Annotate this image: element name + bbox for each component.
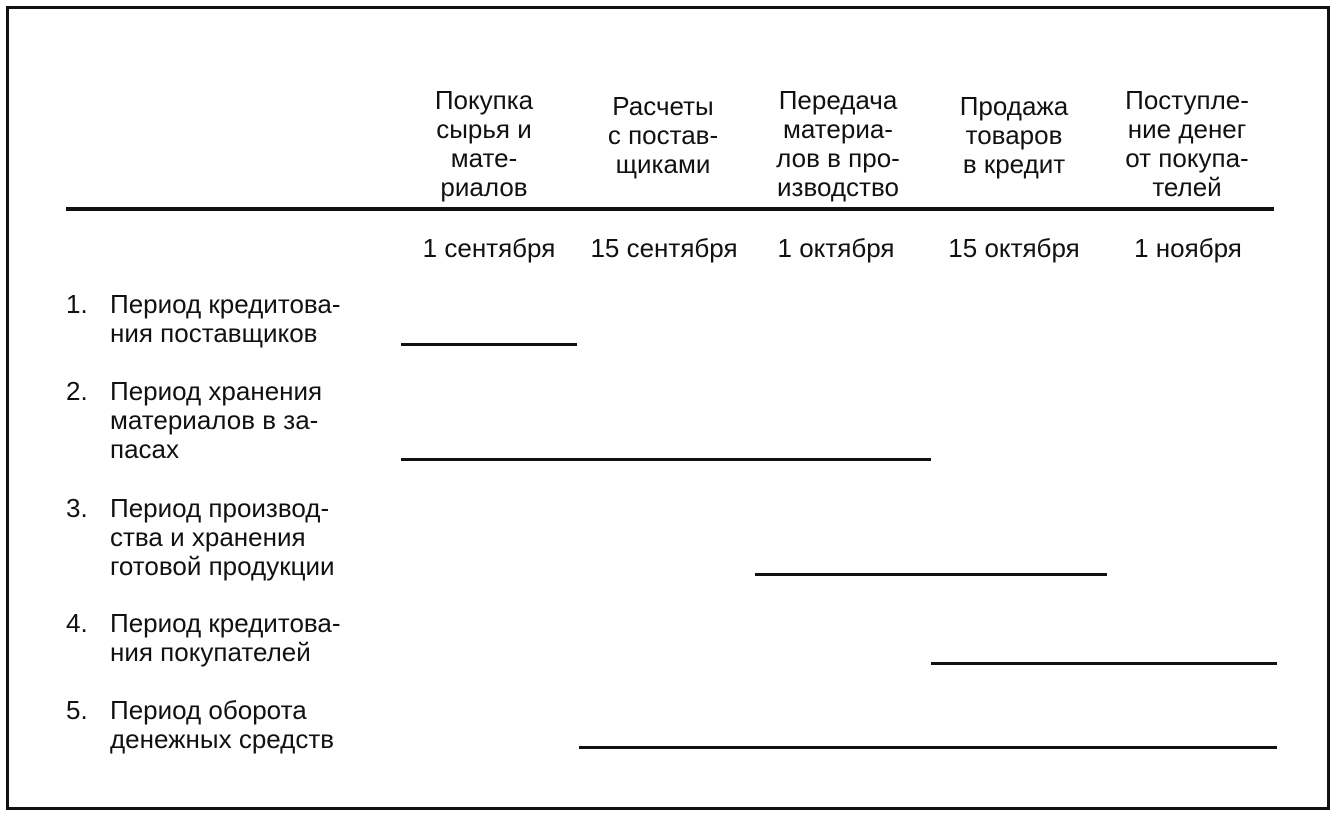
date-credit-sale: 15 октября	[948, 233, 1080, 263]
column-header-credit-sale: Продажа товаров в кредит	[959, 91, 1069, 179]
row-text: Период производ- ства и хранения готовой продукции	[110, 493, 335, 581]
period-bar-inventory-storage	[401, 458, 931, 461]
row-number: 5.	[66, 695, 88, 725]
column-header-cash-receipt: Поступле- ние денег от покупа- телей	[1125, 85, 1249, 202]
column-header-supplier-payment: Расчеты с постав- щиками	[607, 91, 719, 179]
row-text: Период кредитова- ния покупателей	[110, 608, 341, 667]
row-label-customer-credit-period	[66, 609, 386, 667]
column-header-transfer-to-production: Передача материа- лов в про- изводство	[776, 85, 900, 202]
row-number: 4.	[66, 608, 88, 638]
row-number: 2.	[66, 376, 88, 406]
period-bar-customer-credit	[931, 662, 1277, 665]
row-number: 1.	[66, 289, 88, 319]
column-header-purchase: Покупка сырья и мате- риалов	[434, 85, 534, 202]
row-label-supplier-credit-period	[66, 290, 386, 348]
date-transfer-to-production: 1 октября	[777, 233, 895, 263]
row-text: Период оборота денежных средств	[110, 695, 335, 754]
header-divider	[66, 207, 1274, 211]
date-cash-receipt: 1 ноября	[1134, 233, 1242, 263]
row-text: Период кредитова- ния поставщиков	[110, 289, 341, 348]
row-label-production-storage-period	[66, 494, 386, 581]
row-label-inventory-storage-period	[66, 377, 386, 464]
row-label-cash-cycle-period	[66, 696, 386, 754]
date-supplier-payment: 15 сентября	[590, 233, 738, 263]
period-bar-cash-cycle	[579, 746, 1277, 749]
row-number: 3.	[66, 493, 88, 523]
period-bar-production-storage	[755, 573, 1107, 576]
date-purchase: 1 сентября	[422, 233, 556, 263]
period-bar-supplier-credit	[401, 343, 577, 346]
row-text: Период хранения материалов в за- пасах	[110, 376, 323, 464]
